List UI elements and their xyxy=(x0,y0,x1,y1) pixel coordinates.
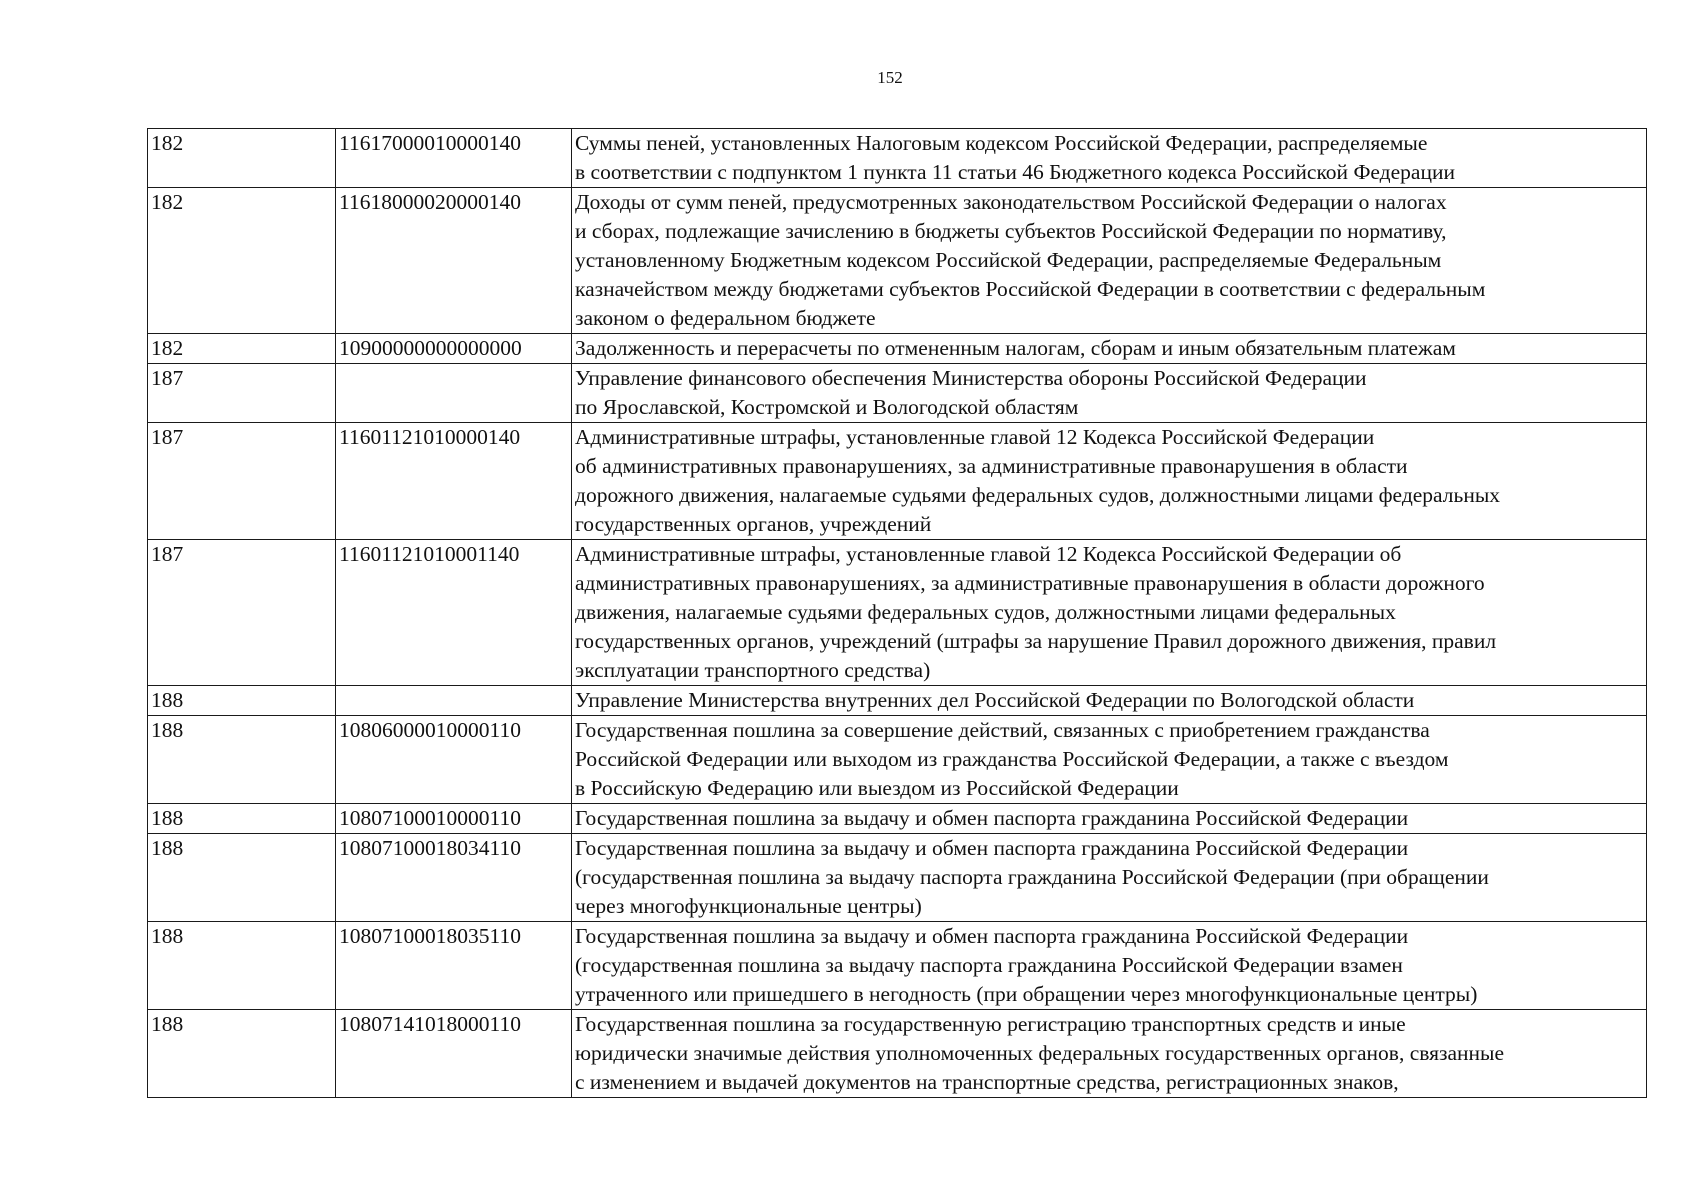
description-line: дорожного движения, налагаемые судьями федеральных судов, должностными лицами федеральных xyxy=(575,483,1501,507)
description-cell xyxy=(572,364,1647,423)
description-line: Административные штрафы, установленные главой 12 Кодекса Российской Федерации xyxy=(575,425,1375,449)
description-line: Административные штрафы, установленные главой 12 Кодекса Российской Федерации об xyxy=(575,542,1402,566)
kbk-code-cell: 11617000010000140 xyxy=(336,129,572,188)
description-line: Государственная пошлина за выдачу и обмен паспорта гражданина Российской Федерации xyxy=(575,836,1409,860)
table-row xyxy=(148,129,1647,188)
description-line: через многофункциональные центры) xyxy=(575,894,922,918)
table-row xyxy=(148,716,1647,804)
table-body xyxy=(148,129,1647,1098)
description-line: административных правонарушениях, за административные правонарушения в области дорожного xyxy=(575,571,1485,595)
description-cell xyxy=(572,129,1647,188)
description-cell xyxy=(572,716,1647,804)
description-line: Российской Федерации или выходом из гражданства Российской Федерации, а также с въездом xyxy=(575,747,1449,771)
kbk-code-cell: 10807100018034110 xyxy=(336,834,572,922)
admin-code-cell: 182 xyxy=(148,334,336,364)
kbk-code-cell: 10807100018035110 xyxy=(336,922,572,1010)
description-line: по Ярославской, Костромской и Вологодской областям xyxy=(575,395,1079,419)
table-row xyxy=(148,540,1647,686)
table-row xyxy=(148,1010,1647,1098)
description-cell xyxy=(572,188,1647,334)
table-row xyxy=(148,922,1647,1010)
table-row xyxy=(148,423,1647,540)
description-cell xyxy=(572,922,1647,1010)
description-line: в Российскую Федерацию или выездом из Российской Федерации xyxy=(575,776,1179,800)
description-cell xyxy=(572,334,1647,364)
description-line: Суммы пеней, установленных Налоговым кодексом Российской Федерации, распределяемые xyxy=(575,131,1428,155)
admin-code-cell: 187 xyxy=(148,423,336,540)
description-line: утраченного или пришедшего в негодность (при обращении через многофункциональные центры) xyxy=(575,982,1478,1006)
description-line: государственных органов, учреждений (штрафы за нарушение Правил дорожного движения, правил xyxy=(575,629,1497,653)
kbk-code-cell xyxy=(336,686,572,716)
description-line: Государственная пошлина за совершение действий, связанных с приобретением гражданства xyxy=(575,718,1430,742)
description-line: в соответствии с подпунктом 1 пункта 11 статьи 46 Бюджетного кодекса Российской Федерации xyxy=(575,160,1455,184)
description-line: с изменением и выдачей документов на транспортные средства, регистрационных знаков, xyxy=(575,1070,1399,1094)
description-line: и сборах, подлежащие зачислению в бюджеты субъектов Российской Федерации по нормативу, xyxy=(575,219,1447,243)
admin-code-cell: 188 xyxy=(148,686,336,716)
description-cell xyxy=(572,423,1647,540)
table-row xyxy=(148,188,1647,334)
description-line: Доходы от сумм пеней, предусмотренных законодательством Российской Федерации о налогах xyxy=(575,190,1447,214)
admin-code-cell: 187 xyxy=(148,364,336,423)
description-line: Управление финансового обеспечения Министерства обороны Российской Федерации xyxy=(575,366,1367,390)
admin-code-cell: 188 xyxy=(148,804,336,834)
description-line: движения, налагаемые судьями федеральных судов, должностными лицами федеральных xyxy=(575,600,1396,624)
description-line: эксплуатации транспортного средства) xyxy=(575,658,931,682)
budget-codes-table xyxy=(147,128,1647,1098)
admin-code-cell: 188 xyxy=(148,834,336,922)
table-row xyxy=(148,334,1647,364)
kbk-code-cell: 11601121010001140 xyxy=(336,540,572,686)
description-cell xyxy=(572,834,1647,922)
kbk-code-cell: 10900000000000000 xyxy=(336,334,572,364)
kbk-code-cell: 10806000010000110 xyxy=(336,716,572,804)
kbk-code-cell: 11618000020000140 xyxy=(336,188,572,334)
description-line: об административных правонарушениях, за административные правонарушения в области xyxy=(575,454,1408,478)
kbk-code-cell xyxy=(336,364,572,423)
description-cell xyxy=(572,1010,1647,1098)
description-cell xyxy=(572,686,1647,716)
admin-code-cell: 182 xyxy=(148,129,336,188)
description-cell xyxy=(572,804,1647,834)
description-line: законом о федеральном бюджете xyxy=(575,306,876,330)
description-line: государственных органов, учреждений xyxy=(575,512,932,536)
admin-code-cell: 188 xyxy=(148,716,336,804)
kbk-code-cell: 11601121010000140 xyxy=(336,423,572,540)
admin-code-cell: 187 xyxy=(148,540,336,686)
description-line: Управление Министерства внутренних дел Российской Федерации по Вологодской области xyxy=(575,688,1415,712)
admin-code-cell: 182 xyxy=(148,188,336,334)
admin-code-cell: 188 xyxy=(148,1010,336,1098)
admin-code-cell: 188 xyxy=(148,922,336,1010)
description-line: казначейством между бюджетами субъектов Российской Федерации в соответствии с федеральным xyxy=(575,277,1486,301)
description-line: Государственная пошлина за выдачу и обмен паспорта гражданина Российской Федерации xyxy=(575,806,1409,830)
description-line: установленному Бюджетным кодексом Российской Федерации, распределяемые Федеральным xyxy=(575,248,1442,272)
description-line: (государственная пошлина за выдачу паспорта гражданина Российской Федерации взамен xyxy=(575,953,1403,977)
table-row xyxy=(148,834,1647,922)
description-line: юридически значимые действия уполномоченных федеральных государственных органов, связанные xyxy=(575,1041,1505,1065)
description-line: Государственная пошлина за государственную регистрацию транспортных средств и иные xyxy=(575,1012,1406,1036)
table-row xyxy=(148,364,1647,423)
table-row xyxy=(148,804,1647,834)
kbk-code-cell: 10807141018000110 xyxy=(336,1010,572,1098)
description-line: (государственная пошлина за выдачу паспорта гражданина Российской Федерации (при обращении xyxy=(575,865,1489,889)
description-cell xyxy=(572,540,1647,686)
page-number: 152 xyxy=(877,68,903,87)
description-line: Государственная пошлина за выдачу и обмен паспорта гражданина Российской Федерации xyxy=(575,924,1409,948)
description-line: Задолженность и перерасчеты по отмененным налогам, сборам и иным обязательным платежам xyxy=(575,336,1456,360)
table-row xyxy=(148,686,1647,716)
kbk-code-cell: 10807100010000110 xyxy=(336,804,572,834)
